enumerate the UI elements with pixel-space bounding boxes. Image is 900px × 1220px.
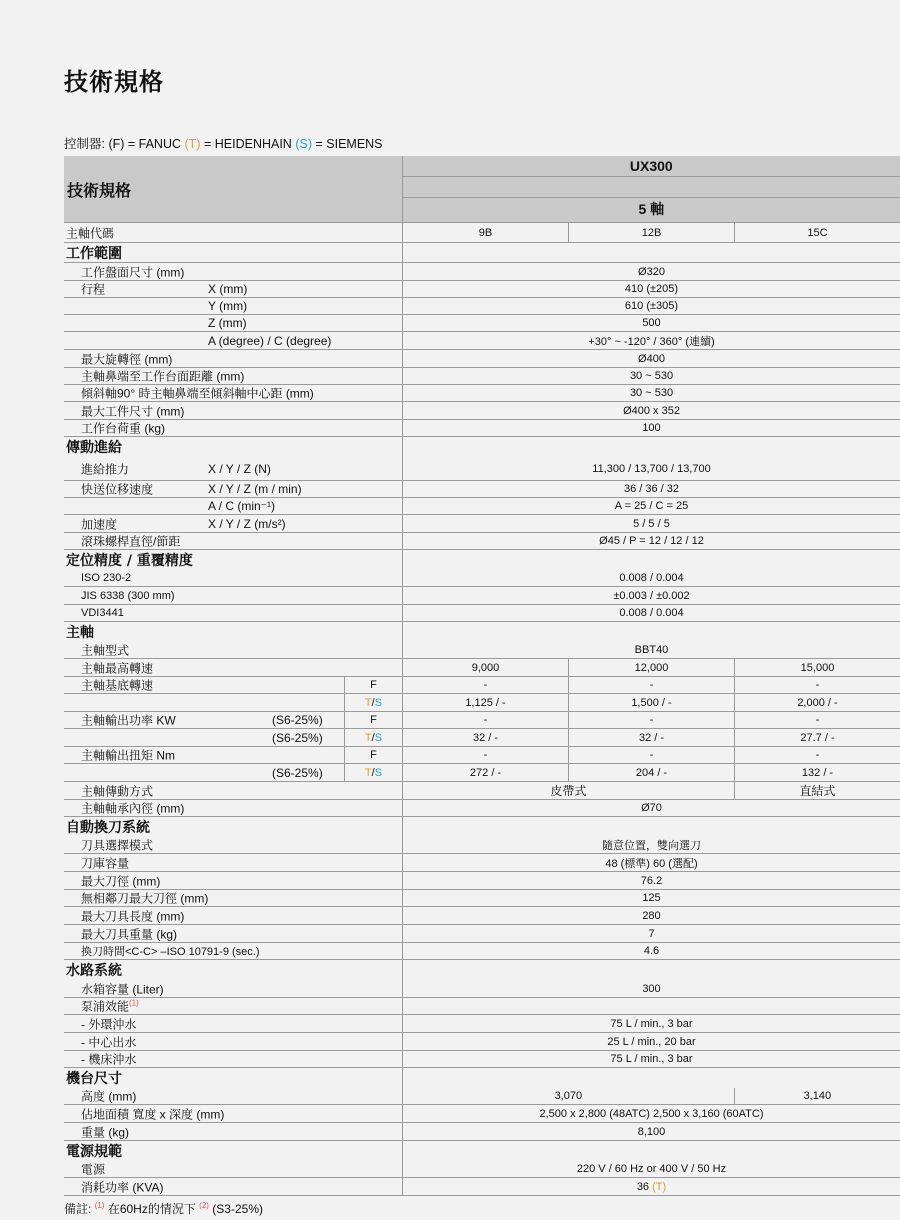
row-value: +30° ~ -120° / 360° (連續)	[588, 335, 715, 348]
row-label: 行程	[81, 282, 106, 297]
tag-s: S	[374, 696, 383, 709]
tag-t: T	[364, 696, 372, 709]
tag-t: T	[364, 731, 372, 744]
row-value: Ø400	[638, 352, 665, 365]
row-value: 27.7 / -	[734, 729, 900, 746]
row-value: 30 ~ 530	[629, 387, 674, 399]
row-label: 最大刀徑 (mm)	[81, 874, 161, 888]
table-row	[64, 533, 900, 550]
row-value: 3,070	[554, 1090, 583, 1102]
header-label: 技術規格	[67, 180, 132, 200]
header-values	[402, 156, 900, 222]
row-label: 進給推力	[81, 462, 130, 476]
row-value: 0.008 / 0.004	[619, 572, 684, 584]
row-value	[403, 1178, 900, 1195]
row-label: - 中心出水	[81, 1035, 137, 1049]
table-row	[64, 515, 900, 533]
table-row	[64, 764, 900, 782]
table-row	[64, 872, 900, 890]
header-blank	[403, 177, 900, 198]
row-value: -	[483, 714, 488, 726]
section-row	[64, 622, 900, 642]
tag-sep: /	[371, 696, 375, 709]
spindle-code: 15C	[734, 223, 900, 242]
table-row	[64, 350, 900, 368]
table-row	[64, 385, 900, 402]
row-label: 高度 (mm)	[81, 1089, 137, 1104]
row-label: 主軸輸出功率 KW	[81, 713, 176, 728]
section-title: 傳動進給	[66, 440, 122, 456]
section-row	[64, 243, 900, 263]
table-row	[64, 1015, 900, 1033]
row-value: 410 (±205)	[624, 283, 679, 295]
model-name: UX300	[403, 156, 900, 177]
tag-f: F	[370, 749, 377, 761]
row-sublabel: Z (mm)	[208, 316, 247, 330]
table-row	[64, 570, 900, 587]
row-value: Ø320	[638, 265, 665, 278]
table-row	[64, 837, 900, 854]
controller-tag	[344, 747, 402, 763]
row-value: 32 / -	[568, 729, 734, 746]
row-label: 重量 (kg)	[81, 1125, 130, 1139]
tag-s: S	[374, 766, 383, 779]
row-label: 工作台荷重 (kg)	[81, 421, 166, 436]
controller-s-mark: (S)	[295, 137, 312, 151]
table-row	[64, 498, 900, 515]
row-value: 610 (±305)	[624, 300, 679, 312]
table-row	[64, 729, 900, 747]
row-sublabel: (S6-25%)	[272, 730, 323, 745]
row-value: 5 / 5 / 5	[633, 517, 670, 530]
row-value: 9,000	[471, 661, 500, 674]
row-label: 無相鄰刀最大刀徑 (mm)	[81, 891, 209, 906]
row-label: 換刀時間<C-C> –ISO 10791-9 (sec.)	[81, 946, 260, 958]
footnote-prefix: 備註:	[64, 1202, 92, 1216]
row-value: 0.008 / 0.004	[619, 607, 684, 619]
row-value: 500	[642, 317, 661, 329]
table-row	[64, 747, 900, 764]
row-value: 11,300 / 13,700 / 13,700	[592, 462, 711, 475]
row-value: -	[568, 677, 734, 693]
table-row	[64, 943, 900, 960]
row-label: 消耗功率 (KVA)	[81, 1180, 164, 1194]
table-row	[64, 481, 900, 498]
tag-f: F	[370, 679, 377, 691]
row-label: VDI3441	[81, 607, 124, 619]
row-value: Ø70	[641, 802, 662, 814]
row-value: 272 / -	[469, 766, 502, 779]
row-label: 主軸型式	[81, 643, 130, 658]
section-row	[64, 550, 900, 570]
row-sublabel: Y (mm)	[208, 299, 248, 313]
row-sublabel: (S6-25%)	[272, 765, 323, 780]
row-value: 隨意位置，雙向選刀	[602, 840, 701, 852]
controller-tag	[344, 764, 402, 781]
table-row	[64, 677, 900, 694]
row-label: 主軸軸承內徑 (mm)	[81, 801, 185, 816]
row-label: 刀庫容量	[81, 856, 130, 870]
table-row	[64, 694, 900, 712]
row-value: Ø45 / P = 12 / 12 / 12	[599, 535, 704, 547]
row-label: 主軸基底轉速	[81, 678, 154, 693]
pump-label: 泵浦效能	[81, 999, 130, 1014]
row-value: 36 / 36 / 32	[623, 483, 680, 495]
row-value: -	[734, 712, 900, 728]
row-value: -	[734, 747, 900, 763]
controller-prefix: 控制器: (F) = FANUC	[64, 137, 182, 151]
table-row	[64, 907, 900, 925]
table-row	[64, 890, 900, 907]
row-label: 最大旋轉徑 (mm)	[81, 352, 173, 366]
row-label: 電源	[81, 1162, 106, 1177]
row-value: 皮帶式	[550, 784, 587, 798]
row-label	[81, 998, 139, 1015]
table-row	[64, 368, 900, 385]
section-title: 定位精度 / 重覆精度	[66, 553, 193, 569]
row-value: 300	[642, 982, 661, 995]
row-label: 快送位移速度	[81, 482, 154, 497]
row-label: 最大刀具長度 (mm)	[81, 909, 185, 923]
section-row	[64, 960, 900, 980]
row-label: 加速度	[81, 517, 118, 531]
tag-f: F	[370, 714, 377, 726]
table-row	[64, 1161, 900, 1178]
controller-tag	[344, 712, 402, 728]
row-value: 4.6	[643, 945, 660, 957]
footnote-marker: (1)	[94, 1201, 105, 1210]
table-row	[64, 925, 900, 943]
spindle-code: 9B	[478, 226, 493, 239]
table-row	[64, 263, 900, 281]
controller-t-mark: (T)	[184, 137, 201, 151]
row-value: 125	[642, 892, 661, 904]
row-value: 8,100	[637, 1125, 666, 1138]
table-row	[64, 782, 900, 800]
table-row	[64, 998, 900, 1015]
row-value: Ø400 x 352	[623, 404, 680, 417]
section-row	[64, 1141, 900, 1161]
row-value: 25 L / min., 20 bar	[607, 1035, 696, 1048]
section-title: 主軸	[66, 625, 94, 641]
spindle-code: 12B	[568, 223, 734, 242]
row-sublabel: X (mm)	[208, 282, 248, 296]
row-value: 32 / -	[472, 731, 499, 744]
table-row	[64, 587, 900, 605]
row-value: A = 25 / C = 25	[614, 500, 689, 512]
section-row	[64, 1068, 900, 1088]
controller-s-text: = SIEMENS	[315, 137, 383, 151]
row-value: 1,125 / -	[465, 696, 506, 709]
row-value: 2,000 / -	[734, 694, 900, 711]
row-label: - 外環沖水	[81, 1017, 137, 1031]
row-value: ±0.003 / ±0.002	[613, 589, 690, 602]
controller-t-text: = HEIDENHAIN	[203, 137, 292, 151]
controller-tag	[344, 677, 402, 693]
page-title: 技術規格	[64, 68, 164, 96]
table-row	[64, 1033, 900, 1051]
row-label: 主軸代碼	[66, 226, 115, 240]
section-title: 機台尺寸	[66, 1071, 122, 1087]
row-label: 主軸輸出扭矩 Nm	[81, 748, 175, 763]
row-label: 水箱容量 (Liter)	[81, 982, 164, 996]
table-row	[64, 281, 900, 298]
row-value: 3,140	[734, 1088, 900, 1104]
table-row	[64, 223, 900, 243]
controller-tag	[344, 729, 402, 746]
row-value: 132 / -	[734, 764, 900, 781]
tag-s: S	[374, 731, 383, 744]
table-row	[64, 1123, 900, 1141]
row-value: 220 V / 60 Hz or 400 V / 50 Hz	[576, 1163, 727, 1175]
row-label: 最大刀具重量 (kg)	[81, 927, 178, 941]
row-label: 滾珠螺桿直徑/節距	[81, 534, 181, 549]
row-label: 主軸最高轉速	[81, 661, 154, 675]
row-value: 204 / -	[568, 764, 734, 781]
row-value: -	[568, 747, 734, 763]
footnote-text: (S3-25%)	[212, 1202, 263, 1216]
controller-tag	[344, 694, 402, 711]
tag-sep: /	[371, 731, 375, 744]
axes-count: 5 軸	[638, 200, 665, 217]
row-value: 12,000	[568, 659, 734, 676]
row-label: - 機床沖水	[81, 1052, 137, 1067]
row-value: 76.2	[640, 874, 663, 887]
table-row	[64, 298, 900, 315]
row-label: 最大工件尺寸 (mm)	[81, 404, 185, 418]
section-row	[64, 437, 900, 457]
table-header	[64, 156, 900, 223]
row-sublabel: A (degree) / C (degree)	[208, 333, 332, 348]
section-title: 自動換刀系統	[66, 820, 150, 836]
table-row	[64, 642, 900, 659]
row-value: -	[568, 712, 734, 728]
footnote	[64, 1200, 263, 1217]
row-label: 主軸鼻端至工作台面距離 (mm)	[81, 369, 245, 384]
table-row	[64, 980, 900, 998]
row-sublabel: X / Y / Z (m / min)	[208, 482, 302, 496]
section-row	[64, 817, 900, 837]
tag-t: T	[364, 766, 372, 779]
row-value: 直結式	[734, 782, 900, 799]
row-value: 7	[648, 927, 655, 940]
consumption-value: 36	[636, 1180, 650, 1193]
row-value: 1,500 / -	[568, 694, 734, 711]
footnote-marker: (2)	[199, 1201, 209, 1210]
spec-table	[64, 156, 900, 1196]
footnote-text: 在60Hz的情況下	[107, 1202, 196, 1216]
row-label: ISO 230-2	[81, 572, 132, 584]
row-value: 48 (標準) 60 (選配)	[605, 857, 698, 870]
table-row	[64, 800, 900, 817]
footnote-marker: (1)	[129, 998, 139, 1008]
table-row	[64, 332, 900, 350]
row-value: 75 L / min., 3 bar	[610, 1017, 693, 1030]
row-label: 刀具選擇模式	[81, 838, 154, 853]
row-label: 佔地面積 寬度 x 深度 (mm)	[81, 1107, 225, 1121]
table-row	[64, 1088, 900, 1105]
row-value: -	[483, 679, 488, 691]
row-label: JIS 6338 (300 mm)	[81, 589, 175, 602]
tag-sep: /	[371, 766, 375, 779]
row-value: 2,500 x 2,800 (48ATC) 2,500 x 3,160 (60ATC)	[539, 1107, 764, 1120]
row-label: 主軸傳動方式	[81, 784, 154, 798]
consumption-mark: (T)	[652, 1180, 667, 1193]
row-value: 15,000	[734, 659, 900, 676]
table-row	[64, 315, 900, 332]
table-row	[64, 1178, 900, 1196]
row-value: 280	[642, 909, 661, 922]
section-title: 電源規範	[66, 1144, 122, 1160]
row-value: 100	[642, 422, 661, 434]
table-row	[64, 420, 900, 437]
section-title: 工作範圍	[66, 245, 122, 262]
table-row	[64, 457, 900, 481]
table-row	[64, 854, 900, 872]
row-sublabel: (S6-25%)	[272, 713, 323, 727]
controller-legend	[64, 134, 383, 152]
row-value: 30 ~ 530	[629, 370, 674, 382]
table-row	[64, 605, 900, 622]
row-value: 75 L / min., 3 bar	[610, 1053, 693, 1065]
table-row	[64, 659, 900, 677]
row-value: -	[734, 677, 900, 693]
row-sublabel: A / C (min⁻¹)	[208, 499, 276, 513]
table-row	[64, 402, 900, 420]
row-label: 傾斜軸90° 時主軸鼻端至傾斜軸中心距 (mm)	[81, 386, 314, 401]
table-row	[64, 1105, 900, 1123]
section-title: 水路系統	[66, 963, 122, 979]
table-row	[64, 712, 900, 729]
row-sublabel: X / Y / Z (m/s²)	[208, 516, 286, 531]
row-sublabel: X / Y / Z (N)	[208, 461, 271, 476]
row-value: BBT40	[634, 644, 669, 656]
row-value: -	[483, 749, 488, 761]
row-label: 工作盤面尺寸 (mm)	[81, 265, 185, 279]
table-row	[64, 1051, 900, 1068]
